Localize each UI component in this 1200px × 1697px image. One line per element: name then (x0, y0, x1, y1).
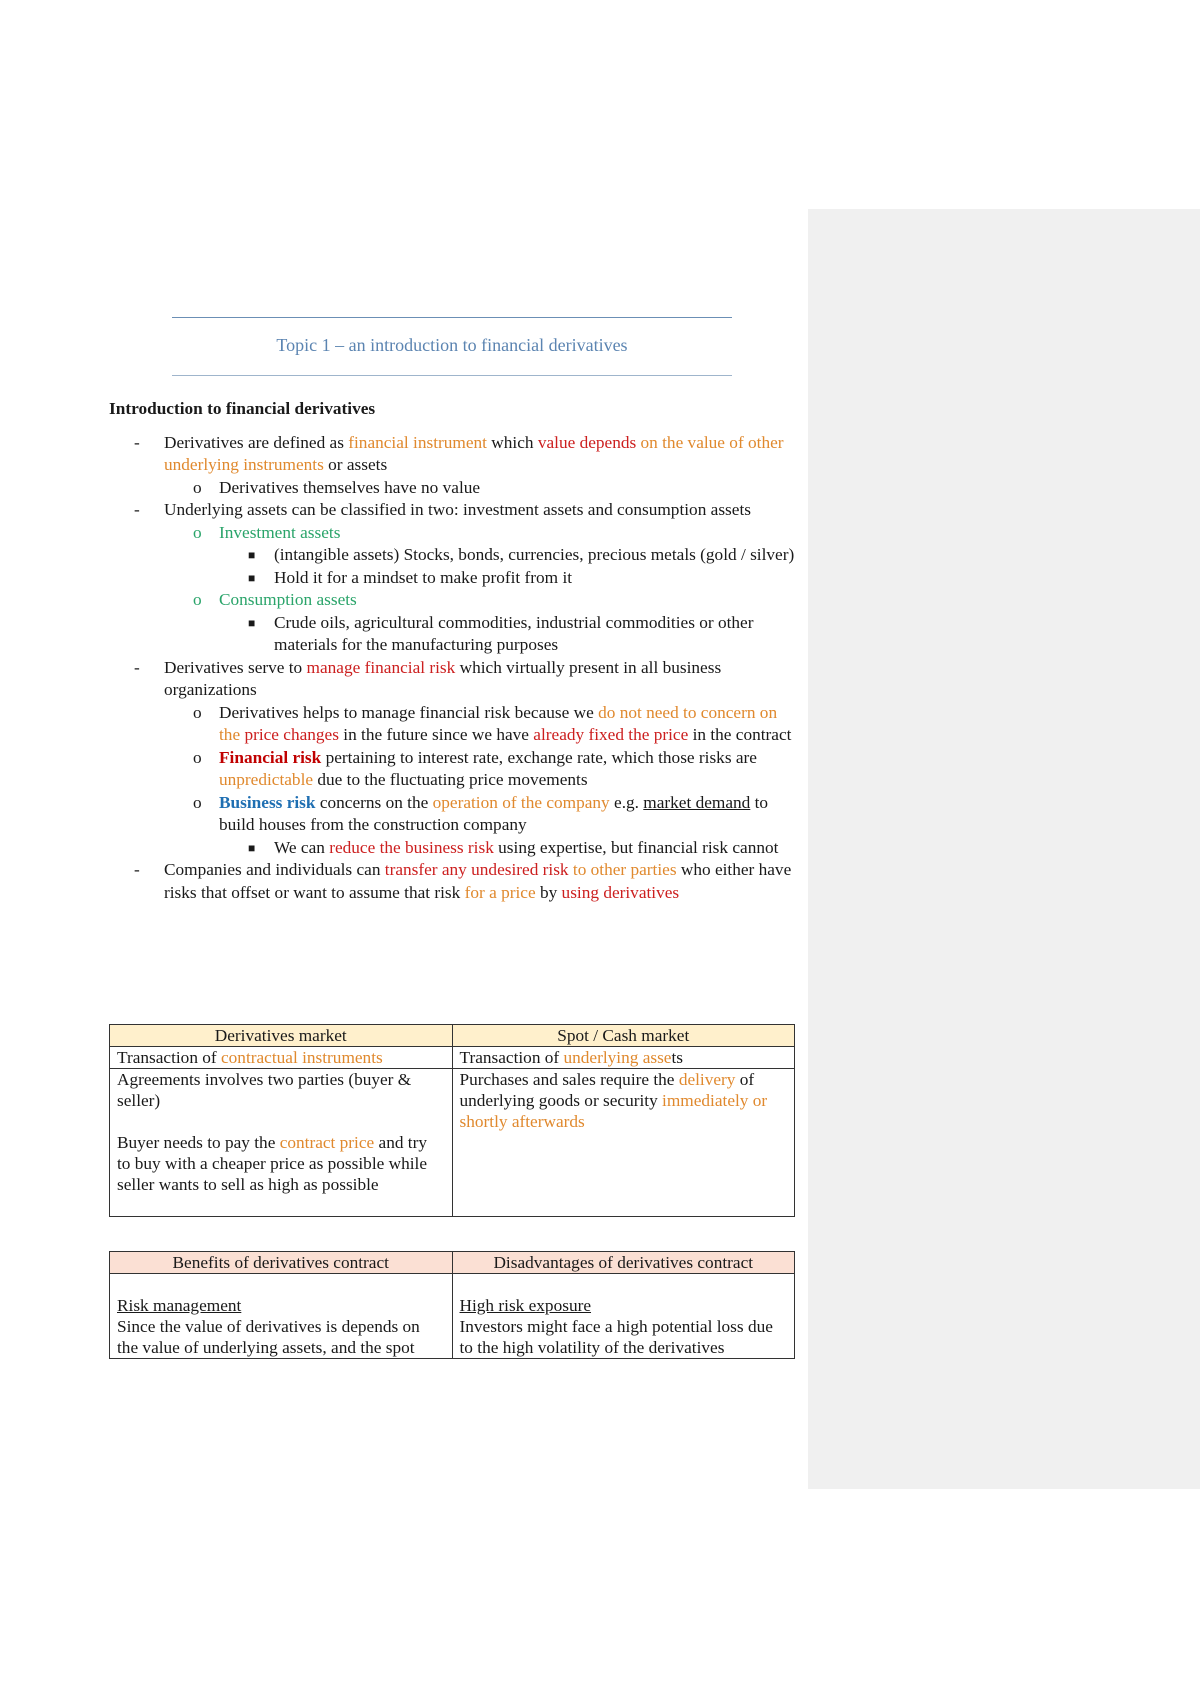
circle-marker: o (193, 792, 202, 812)
square-marker: ■ (248, 840, 256, 855)
dash-marker: - (134, 432, 140, 452)
document-title: Topic 1 – an introduction to financial derivatives (276, 335, 628, 355)
table-cell: Purchases and sales require the delivery of underlying goods or security immediately or shortly afterwards (452, 1069, 795, 1217)
document-body (109, 398, 799, 904)
circle-marker: o (193, 477, 202, 497)
circle-marker: o (193, 590, 202, 609)
comment-pane (808, 209, 1200, 1489)
square-marker: ■ (248, 548, 256, 562)
sub-bullet-item: o Financial risk pertaining to interest rate, exchange rate, which those risks are unpredictable due to the fluctuating price movements (193, 747, 757, 789)
sub-bullet-item: o Consumption assets ■ Crude oils, agricultural commodities, industrial commodities or other materials for the manufacturing purposes (164, 589, 799, 657)
sub-bullet-item: o Derivatives helps to manage financial risk because we do not need to concern on the price changes in the future since we have already fixed the price in the contract (193, 702, 792, 744)
table-cell: High risk exposure Investors might face a high potential loss due to the high volatility of the derivatives (452, 1274, 795, 1359)
bullet-item: - Companies and individuals can transfer any undesired risk to other parties who either have risks that offset or want to assume that risk for a price by using derivatives (134, 860, 792, 902)
table-cell: Transaction of underlying assets (452, 1047, 795, 1069)
benefits-disadvantages-table (109, 1251, 795, 1359)
sub-bullet-item: o Business risk concerns on the operation of the company e.g. market demand to build houses from the construction company ■ We can reduce the business risk using expertise, but financial risk cannot (164, 792, 799, 860)
sub-sub-bullet-item: ■ Crude oils, agricultural commodities, industrial commodities or other materials for the manufacturing purposes (248, 612, 754, 654)
circle-marker: o (193, 702, 202, 722)
circle-marker: o (193, 747, 202, 767)
dash-marker: - (134, 860, 140, 879)
sub-bullet-item: o Investment assets ■ (intangible assets) Stocks, bonds, currencies, precious metals (gold / silver) ■ Hold it for a mindset to make profit from it (164, 522, 799, 590)
table-cell: Agreements involves two parties (buyer & seller) Buyer needs to pay the contract price and try to buy with a cheaper price as possible while seller wants to sell as high as possible (110, 1069, 453, 1217)
square-marker: ■ (248, 615, 256, 630)
circle-marker: o (193, 522, 202, 542)
table-cell: Risk management Since the value of derivatives is depends on the value of underlying assets, and the spot (110, 1274, 453, 1359)
sub-bullet-item: o Derivatives themselves have no value (164, 477, 799, 500)
table-header-derivatives-market: Derivatives market (110, 1025, 453, 1047)
table-row (110, 1047, 795, 1069)
bullet-item: - Underlying assets can be classified in two: investment assets and consumption assets o Investment assets ■ (intangible assets) Stocks, bonds, currencies, precious metals (gold / silver) ■ Hold it for a mindset to make profit from it o Consumption assets ■ Crude oils, agricultural commodities, industrial commodities or other materials for the manufacturing purposes (109, 499, 799, 657)
sub-sub-bullet-item: ■ Hold it for a mindset to make profit from it (219, 567, 799, 590)
table-cell: Transaction of contractual instruments (110, 1047, 453, 1069)
section-heading: Introduction to financial derivatives (109, 399, 376, 418)
dash-marker: - (134, 500, 140, 519)
title-block (172, 317, 732, 376)
table-row (110, 1069, 795, 1217)
table-row (110, 1274, 795, 1359)
dash-marker: - (134, 657, 140, 677)
sub-sub-bullet-item: ■ We can reduce the business risk using expertise, but financial risk cannot (219, 837, 799, 860)
bullet-list (109, 432, 799, 905)
sub-sub-bullet-item: ■ (intangible assets) Stocks, bonds, currencies, precious metals (gold / silver) (219, 544, 799, 567)
table-header-benefits: Benefits of derivatives contract (110, 1252, 453, 1274)
table-header-spot-market: Spot / Cash market (452, 1025, 795, 1047)
square-marker: ■ (248, 570, 256, 585)
comparison-table-markets (109, 1024, 795, 1217)
bullet-item: - Derivatives are defined as financial instrument which value depends on the value of other underlying instruments or assets o Derivatives themselves have no value (109, 432, 799, 500)
table-header-disadvantages: Disadvantages of derivatives contract (452, 1252, 795, 1274)
bullet-item: - Derivatives serve to manage financial risk which virtually present in all business organizations o Derivatives helps to manage financial risk because we do not need to concern on the price changes in the future since we have already fixed the price in the contract o Financial risk pertaining to interest rate, exchange rate, which those risks are unpredictable due to the fluctuating price movements o Business risk concerns on the operation of the company e.g. market demand to build houses from the construction company ■ We can reduce the business risk using expertise, but financial risk cannot (109, 657, 799, 860)
